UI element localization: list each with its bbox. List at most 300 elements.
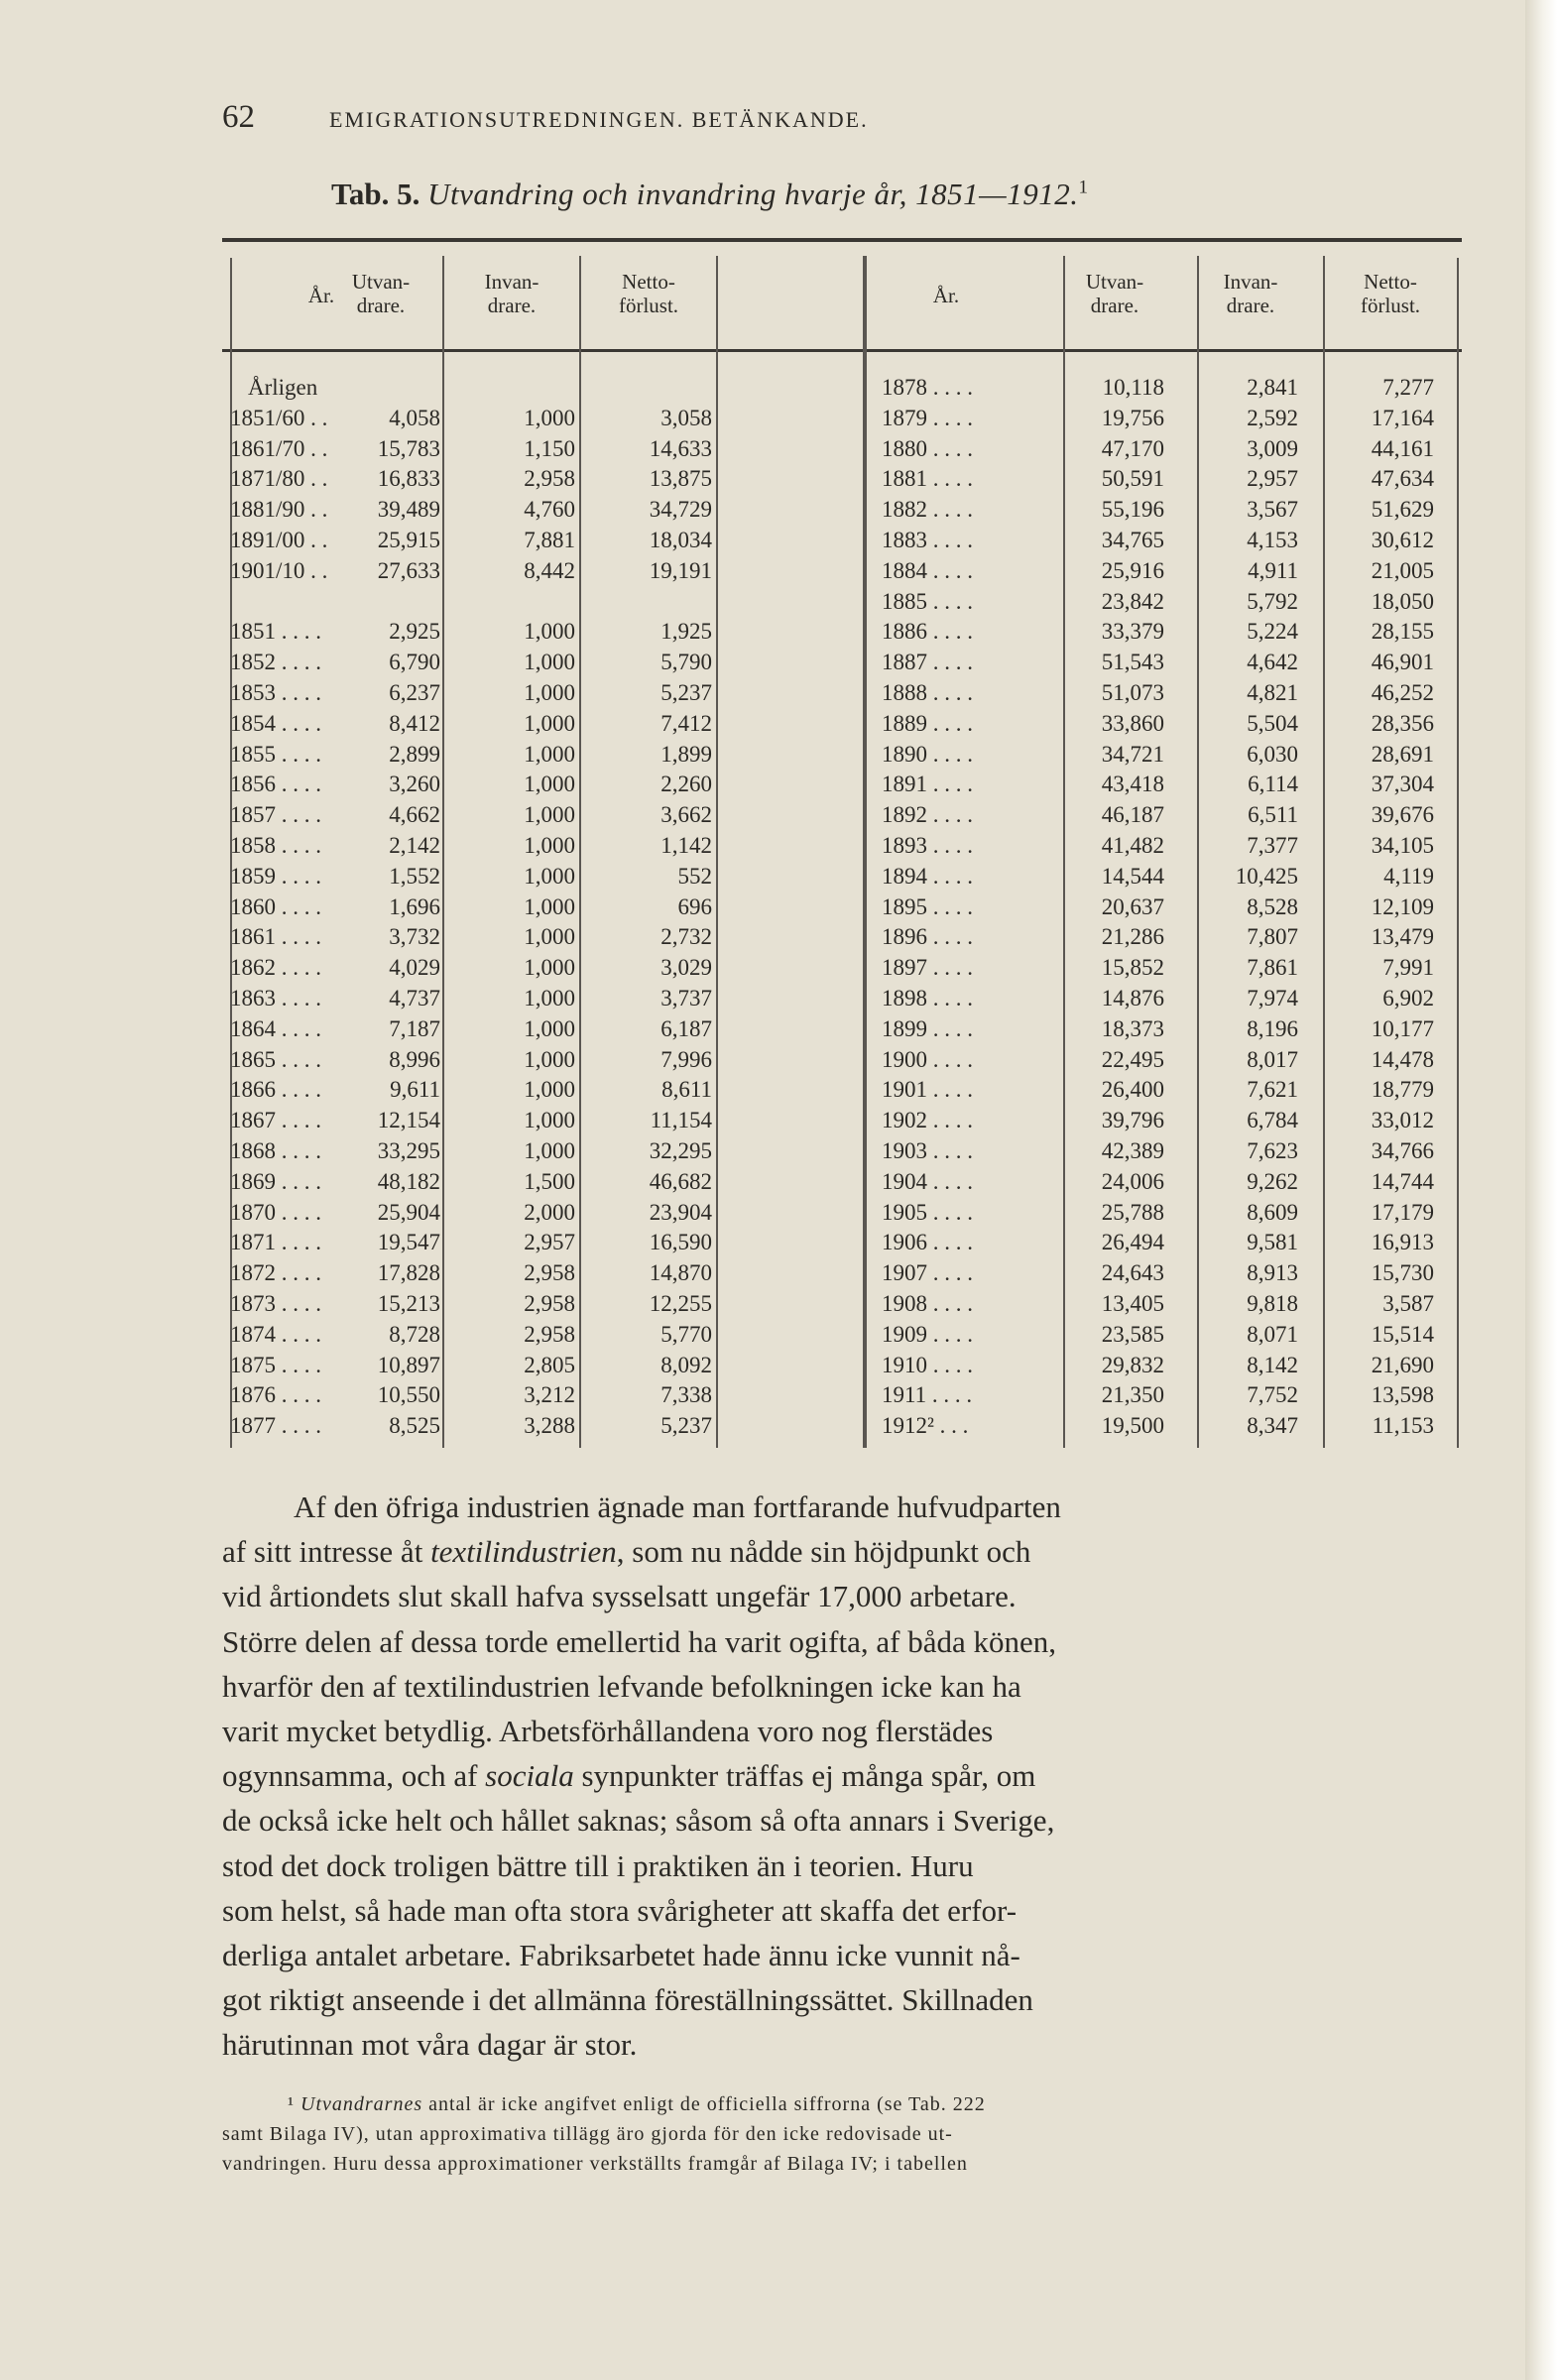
immigrants-cell: 1,000 [524,1015,575,1041]
immigrants-cell: 7,974 [1247,986,1298,1011]
immigrants-cell: 1,000 [524,1046,575,1072]
text-run: derliga antalet arbetare. Fabriksarbetet hade ännu icke vunnit nå- [222,1937,1020,1972]
net-loss-cell: 5,237 [660,1413,712,1439]
year-cell: 1868 . . . . [230,1138,321,1163]
net-loss-cell: 8,092 [660,1352,712,1377]
page-number: 62 [222,99,255,135]
year-cell: 1856 . . . . [230,772,321,797]
net-loss-cell: 39,676 [1371,802,1434,828]
immigrants-cell: 1,000 [524,1138,575,1163]
immigrants-cell: 1,000 [524,924,575,950]
text-line [222,2089,1455,2119]
immigrants-cell: 8,071 [1247,1321,1298,1347]
net-loss-cell: 34,105 [1371,833,1434,858]
year-cell: 1880 . . . . [882,435,973,461]
immigrants-cell: 9,818 [1247,1291,1298,1316]
emigrants-cell: 25,916 [1101,557,1164,583]
net-loss-cell: 23,904 [649,1199,712,1225]
emigrants-cell: 15,852 [1101,955,1164,981]
net-loss-cell: 1,899 [660,741,712,767]
text-run: som helst, så hade man ofta stora svårigheter att skaffa det erfor- [222,1892,1018,1928]
colhead-year-right [887,284,1006,307]
emigrants-cell: 17,828 [377,1260,440,1286]
year-cell: 1867 . . . . [230,1108,321,1133]
year-cell: 1876 . . . . [230,1382,321,1408]
emigrants-cell: 1,696 [389,893,440,919]
year-cell: 1861 . . . . [230,924,321,950]
immigrants-cell: 6,114 [1248,772,1298,797]
net-loss-cell: 696 [677,893,712,919]
immigrants-cell: 2,805 [524,1352,575,1377]
immigrants-cell: 1,000 [524,680,575,705]
net-loss-cell: 6,902 [1382,986,1434,1011]
text-run: , som nu nådde sin höjdpunkt och [616,1534,1031,1570]
table-row [222,586,1462,617]
net-loss-cell: 2,732 [660,924,712,950]
year-cell: 1873 . . . . [230,1291,321,1316]
year-cell: 1899 . . . . [882,1015,973,1041]
emigrants-cell: 7,187 [389,1015,440,1041]
table-row [222,616,1462,647]
immigrants-cell: 1,150 [524,435,575,461]
colhead-in-right-line: Invan- [1223,270,1278,294]
text-line [222,1844,1455,1888]
net-loss-cell: 18,779 [1371,1077,1434,1103]
table-row [222,799,1462,830]
immigrants-cell: 7,377 [1247,833,1298,858]
year-cell: 1895 . . . . [882,893,973,919]
immigrants-cell: 6,030 [1247,741,1298,767]
immigrants-cell: 9,581 [1247,1230,1298,1255]
table-row [222,647,1462,677]
table-row [222,433,1462,464]
text-line [222,1888,1455,1933]
immigrants-cell: 1,000 [524,986,575,1011]
year-cell: 1874 . . . . [230,1321,321,1347]
net-loss-cell: 1,925 [660,619,712,645]
year-cell: 1852 . . . . [230,650,321,675]
emigrants-cell: 47,170 [1101,435,1164,461]
year-cell: 1893 . . . . [882,833,973,858]
emigrants-cell: 33,295 [377,1138,440,1163]
net-loss-cell: 15,514 [1371,1321,1434,1347]
table-row [222,739,1462,770]
table-row [222,1227,1462,1257]
table-row [222,769,1462,799]
immigrants-cell: 3,567 [1247,497,1298,523]
footnote [222,2089,1455,2179]
colhead-in-left-line: Invan- [484,270,539,294]
immigrants-cell: 3,212 [524,1382,575,1408]
emigrants-cell: 19,500 [1101,1413,1164,1439]
net-loss-cell: 5,237 [660,680,712,705]
emigrants-cell: 43,418 [1101,772,1164,797]
immigrants-cell: 8,347 [1247,1413,1298,1439]
immigrants-cell: 2,841 [1247,375,1298,400]
colhead-net-left [589,270,708,317]
text-run: synpunkter träffas ej många spår, om [573,1758,1036,1794]
immigrants-cell: 2,958 [524,1321,575,1347]
emigrants-cell: 51,073 [1101,680,1164,705]
table-row [222,1074,1462,1105]
year-cell: 1875 . . . . [230,1352,321,1377]
year-cell: 1906 . . . . [882,1230,973,1255]
emigrants-cell: 21,286 [1101,924,1164,950]
immigrants-cell: 7,881 [524,528,575,552]
table-row [222,677,1462,708]
text-line [222,1619,1455,1664]
table-row [222,1044,1462,1075]
emigrants-cell: 2,899 [389,741,440,767]
year-cell: 1891 . . . . [882,772,973,797]
net-loss-cell: 12,109 [1371,893,1434,919]
emigrants-cell: 33,860 [1101,710,1164,736]
net-loss-cell: 33,012 [1371,1108,1434,1133]
immigrants-cell: 2,958 [524,1260,575,1286]
text-line [222,1977,1455,2022]
colhead-net-left-line: förlust. [618,294,679,317]
immigrants-cell: 8,609 [1247,1199,1298,1225]
text-run: härutinnan mot våra dagar är stor. [222,2027,638,2063]
emigrants-cell: 23,585 [1101,1321,1164,1347]
net-loss-cell: 21,690 [1371,1352,1434,1377]
immigrants-cell: 7,807 [1247,924,1298,950]
emigrants-cell: 25,788 [1101,1199,1164,1225]
net-loss-cell: 11,153 [1372,1413,1434,1439]
immigrants-cell: 2,592 [1247,405,1298,430]
net-loss-cell: 7,277 [1382,375,1434,400]
table-row [222,1105,1462,1135]
immigrants-cell: 1,000 [524,833,575,858]
immigrants-cell: 4,821 [1247,680,1298,705]
colhead-out-right-line: drare. [1090,294,1139,317]
table-row [222,1013,1462,1044]
year-cell: 1889 . . . . [882,710,973,736]
colhead-year-left-text: År. [307,284,335,307]
emigrants-cell: 4,058 [389,405,440,430]
emigrants-cell: 18,373 [1101,1015,1164,1041]
year-cell: 1891/00 . . [230,528,328,552]
text-line [222,2022,1455,2067]
table-top-rule [222,238,1462,242]
emigrants-cell: 41,482 [1101,833,1164,858]
immigrants-cell: 4,642 [1247,650,1298,675]
caption-footnote-marker: 1 [1078,177,1088,198]
net-loss-cell: 13,598 [1371,1382,1434,1408]
colhead-out-right-line: Utvan- [1085,270,1144,294]
emigrants-cell: 34,765 [1101,528,1164,552]
immigrants-cell: 1,000 [524,650,575,675]
decade-group-label-text: Årligen [248,375,318,400]
net-loss-cell: 3,029 [660,955,712,981]
immigrants-cell: 8,142 [1247,1352,1298,1377]
emigrants-cell: 13,405 [1101,1291,1164,1316]
emigrants-cell: 12,154 [377,1108,440,1133]
net-loss-cell: 16,913 [1371,1230,1434,1255]
net-loss-cell: 46,901 [1371,650,1434,675]
immigrants-cell: 5,792 [1247,588,1298,614]
year-cell: 1871 . . . . [230,1230,321,1255]
emigrants-cell: 4,029 [389,955,440,981]
year-cell: 1851/60 . . [230,405,328,430]
colhead-out-left-line: Utvan- [351,270,411,294]
net-loss-cell: 7,991 [1382,955,1434,981]
emigrants-cell: 25,915 [377,528,440,552]
emigrants-cell: 3,260 [389,772,440,797]
text-line [222,2119,1455,2149]
year-cell: 1898 . . . . [882,986,973,1011]
immigrants-cell: 4,153 [1247,528,1298,552]
italic-emphasis: textilindustrien [430,1534,617,1570]
net-loss-cell: 7,338 [660,1382,712,1408]
year-cell: 1902 . . . . [882,1108,973,1133]
year-cell: 1900 . . . . [882,1046,973,1072]
immigrants-cell: 1,000 [524,1077,575,1103]
immigrants-cell: 1,000 [524,619,575,645]
emigrants-cell: 27,633 [377,557,440,583]
immigrants-cell: 4,760 [524,497,575,523]
table-row [222,1288,1462,1319]
table-row [222,892,1462,922]
table-row [222,1379,1462,1410]
year-cell: 1864 . . . . [230,1015,321,1041]
net-loss-cell: 3,058 [660,405,712,430]
text-run: Större delen af dessa torde emellertid ha varit ogifta, af båda könen, [222,1623,1056,1659]
immigrants-cell: 1,000 [524,710,575,736]
immigrants-cell: 10,425 [1235,863,1298,889]
text-line [222,2149,1455,2179]
year-cell: 1892 . . . . [882,802,973,828]
emigrants-cell: 8,728 [389,1321,440,1347]
text-run: af sitt intresse åt [222,1534,431,1570]
year-cell: 1886 . . . . [882,619,973,645]
immigrants-cell: 1,000 [524,772,575,797]
year-cell: 1869 . . . . [230,1168,321,1194]
colhead-in-left-line: drare. [487,294,537,317]
net-loss-cell: 7,996 [660,1046,712,1072]
net-loss-cell: 47,634 [1371,466,1434,492]
emigrants-cell: 4,662 [389,802,440,828]
net-loss-cell: 44,161 [1371,435,1434,461]
year-cell: 1912² . . . [882,1413,969,1439]
immigrants-cell: 8,017 [1247,1046,1298,1072]
immigrants-cell: 8,196 [1247,1015,1298,1041]
emigrants-cell: 19,547 [377,1230,440,1255]
immigrants-cell: 1,000 [524,405,575,430]
emigrants-cell: 25,904 [377,1199,440,1225]
emigrants-cell: 33,379 [1101,619,1164,645]
net-loss-cell: 8,611 [661,1077,712,1103]
year-cell: 1897 . . . . [882,955,973,981]
immigrants-cell: 7,623 [1247,1138,1298,1163]
net-loss-cell: 18,034 [649,528,712,552]
net-loss-cell: 21,005 [1371,557,1434,583]
net-loss-cell: 15,730 [1371,1260,1434,1286]
year-cell: 1909 . . . . [882,1321,973,1347]
emigrants-cell: 26,494 [1101,1230,1164,1255]
net-loss-cell: 1,142 [660,833,712,858]
colhead-net-left-line: Netto- [622,270,675,294]
immigrants-cell: 1,000 [524,741,575,767]
emigrants-cell: 24,006 [1101,1168,1164,1194]
year-cell: 1861/70 . . [230,435,328,461]
year-cell: 1901/10 . . [230,557,328,583]
emigrants-cell: 21,350 [1101,1382,1164,1408]
net-loss-cell: 14,870 [649,1260,712,1286]
net-loss-cell: 28,155 [1371,619,1434,645]
text-line [222,1485,1455,1529]
year-cell: 1907 . . . . [882,1260,973,1286]
table-row [222,403,1462,433]
net-loss-cell: 34,766 [1371,1138,1434,1163]
immigrants-cell: 7,861 [1247,955,1298,981]
emigrants-cell: 8,996 [389,1046,440,1072]
year-cell: 1896 . . . . [882,924,973,950]
net-loss-cell: 28,691 [1371,741,1434,767]
emigrants-cell: 2,142 [389,833,440,858]
year-cell: 1872 . . . . [230,1260,321,1286]
text-run: varit mycket betydlig. Arbetsförhållandena voro nog flerstädes [222,1713,994,1748]
net-loss-cell: 19,191 [649,557,712,583]
immigrants-cell: 8,913 [1247,1260,1298,1286]
year-cell: 1853 . . . . [230,680,321,705]
net-loss-cell: 46,682 [649,1168,712,1194]
net-loss-cell: 46,252 [1371,680,1434,705]
immigrants-cell: 6,511 [1248,802,1298,828]
net-loss-cell: 6,187 [660,1015,712,1041]
text-run: ogynnsamma, och af [222,1758,486,1794]
text-line [222,1529,1455,1574]
emigrants-cell: 39,489 [377,497,440,523]
table-title: Utvandring och invandring hvarje år, 1851—1912. [427,177,1079,211]
emigrants-cell: 42,389 [1101,1138,1164,1163]
year-cell: 1888 . . . . [882,680,973,705]
text-run: de också icke helt och hållet saknas; såsom så ofta annars i Sverige, [222,1803,1055,1839]
colhead-out-left-line: drare. [356,294,406,317]
emigrants-cell: 23,842 [1101,588,1164,614]
net-loss-cell: 3,587 [1382,1291,1434,1316]
colhead-year-right-text: År. [932,284,960,307]
emigrants-cell: 14,544 [1101,863,1164,889]
colhead-net-right [1331,270,1450,317]
text-line [222,1933,1455,1977]
emigrants-cell: 15,783 [377,435,440,461]
italic-emphasis: sociala [485,1758,574,1794]
year-cell: 1858 . . . . [230,833,321,858]
scan-page-edge [1525,0,1557,2380]
table-row [222,952,1462,983]
net-loss-cell: 51,629 [1371,497,1434,523]
year-cell: 1903 . . . . [882,1138,973,1163]
immigrants-cell: 6,784 [1247,1108,1298,1133]
emigrants-cell: 46,187 [1101,802,1164,828]
emigrants-cell: 15,213 [377,1291,440,1316]
text-line [222,1753,1455,1798]
text-run: Af den öfriga industrien ägnade man fortfarande hufvudparten [294,1489,1061,1524]
text-run: got riktigt anseende i det allmänna föreställningssättet. Skillnaden [222,1982,1033,2018]
emigrants-cell: 8,525 [389,1413,440,1439]
net-loss-cell: 7,412 [660,710,712,736]
immigrants-cell: 2,958 [524,1291,575,1316]
emigrants-cell: 10,897 [377,1352,440,1377]
net-loss-cell: 5,770 [660,1321,712,1347]
table-row [222,1197,1462,1228]
colhead-in-left [452,270,571,317]
emigrants-cell: 48,182 [377,1168,440,1194]
emigrants-cell: 9,611 [390,1077,440,1103]
immigrants-cell: 2,000 [524,1199,575,1225]
text-run: stod det dock troligen bättre till i praktiken än i teorien. Huru [222,1847,974,1883]
emigration-table [222,238,1462,1448]
net-loss-cell: 37,304 [1371,772,1434,797]
immigrants-cell: 7,752 [1247,1382,1298,1408]
net-loss-cell: 2,260 [660,772,712,797]
emigrants-cell: 51,543 [1101,650,1164,675]
year-cell: 1859 . . . . [230,863,321,889]
net-loss-cell: 10,177 [1371,1015,1434,1041]
year-cell: 1890 . . . . [882,741,973,767]
table-row [222,1135,1462,1166]
immigrants-cell: 1,000 [524,863,575,889]
table-row [222,555,1462,586]
year-cell: 1855 . . . . [230,741,321,767]
net-loss-cell: 5,790 [660,650,712,675]
net-loss-cell: 13,875 [649,466,712,492]
net-loss-cell: 4,119 [1383,863,1434,889]
year-cell: 1863 . . . . [230,986,321,1011]
emigrants-cell: 26,400 [1101,1077,1164,1103]
colhead-net-right-line: Netto- [1364,270,1417,294]
net-loss-cell: 13,479 [1371,924,1434,950]
year-cell: 1885 . . . . [882,588,973,614]
emigrants-cell: 3,732 [389,924,440,950]
immigrants-cell: 4,911 [1248,557,1298,583]
emigrants-cell: 14,876 [1101,986,1164,1011]
year-cell: 1857 . . . . [230,802,321,828]
year-cell: 1887 . . . . [882,650,973,675]
year-cell: 1860 . . . . [230,893,321,919]
net-loss-cell: 17,164 [1371,405,1434,430]
text-line [222,1798,1455,1843]
net-loss-cell: 18,050 [1371,588,1434,614]
table-row [222,494,1462,525]
table-row [222,1166,1462,1197]
emigrants-cell: 24,643 [1101,1260,1164,1286]
year-cell: 1878 . . . . [882,375,973,400]
net-loss-cell: 12,255 [649,1291,712,1316]
text-line [222,1664,1455,1709]
emigrants-cell: 1,552 [389,863,440,889]
emigrants-cell: 55,196 [1101,497,1164,523]
net-loss-cell: 3,662 [660,802,712,828]
immigrants-cell: 2,957 [524,1230,575,1255]
table-row [222,830,1462,861]
text-run: vandringen. Huru dessa approximationer verkställts framgår af Bilaga IV; i tabellen [222,2153,968,2175]
year-cell: 1884 . . . . [882,557,973,583]
text-run: antal är icke angifvet enligt de officiella siffrorna (se Tab. 222 [422,2093,986,2115]
net-loss-cell: 552 [677,863,712,889]
emigrants-cell: 39,796 [1101,1108,1164,1133]
immigrants-cell: 1,000 [524,802,575,828]
text-line [222,1574,1455,1618]
emigrants-cell: 16,833 [377,466,440,492]
text-run: ¹ [288,2093,300,2115]
colhead-out-right [1055,270,1174,317]
text-run: hvarför den af textilindustrien lefvande befolkningen icke kan ha [222,1668,1021,1704]
immigrants-cell: 5,224 [1247,619,1298,645]
immigrants-cell: 7,621 [1247,1077,1298,1103]
year-cell: 1877 . . . . [230,1413,321,1439]
